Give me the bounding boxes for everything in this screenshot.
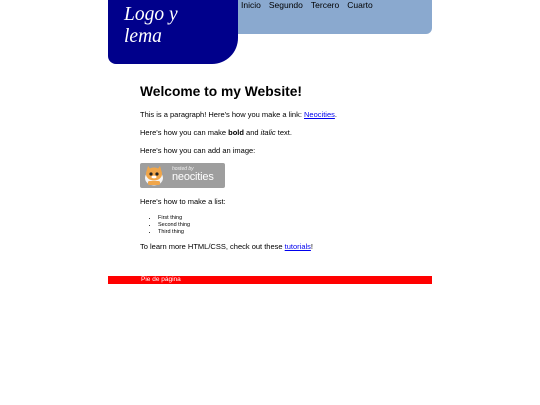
badge-brand-text: neocities [172, 171, 214, 183]
nav-link-cuarto[interactable]: Cuarto [347, 0, 373, 10]
page-title: Welcome to my Website! [140, 84, 303, 99]
sample-list [140, 215, 430, 236]
neocities-link[interactable]: Neocities [304, 110, 335, 119]
nav-link-inicio[interactable]: Inicio [241, 0, 261, 10]
formatting-text-mid: and [243, 128, 261, 137]
nav-link-tercero[interactable]: Tercero [310, 0, 340, 10]
formatting-text-end: text. [275, 128, 292, 137]
bold-text: bold [228, 128, 244, 137]
formatting-paragraph [140, 128, 430, 137]
badge-hosted-text: hosted by [172, 166, 194, 172]
list-item: • Second thing [158, 222, 430, 229]
site-header [108, 0, 432, 64]
list-item: • Third thing [158, 229, 430, 236]
neocities-badge[interactable] [140, 163, 225, 188]
tutorials-text: To learn more HTML/CSS, check out these [140, 242, 285, 251]
nav-link-segundo[interactable]: Segundo [268, 0, 303, 10]
logo-line-2: lema [124, 26, 162, 47]
intro-text: This is a paragraph! Here's how you make a link: [140, 110, 305, 119]
footer-text: Pie de página [141, 276, 181, 283]
tutorials-exclaim: ! [310, 242, 314, 251]
intro-period: . [334, 110, 337, 119]
tutorials-link[interactable]: tutorials [284, 242, 311, 251]
formatting-text-start: Here's how you can make [140, 128, 229, 137]
logo [108, 0, 238, 64]
main-nav [241, 0, 381, 11]
site-footer [108, 276, 432, 284]
logo-line-1: Logo y [124, 4, 178, 25]
italic-text: italic [260, 128, 276, 137]
list-item: • First thing [158, 215, 430, 222]
image-paragraph: Here's how you can add an image: [140, 146, 256, 155]
list-intro-paragraph: Here's how to make a list: [140, 197, 226, 206]
tutorials-paragraph [140, 242, 430, 251]
intro-paragraph [140, 110, 430, 119]
cat-mascot-icon [143, 165, 165, 186]
main-content [140, 84, 430, 260]
page-wrapper [108, 0, 432, 283]
